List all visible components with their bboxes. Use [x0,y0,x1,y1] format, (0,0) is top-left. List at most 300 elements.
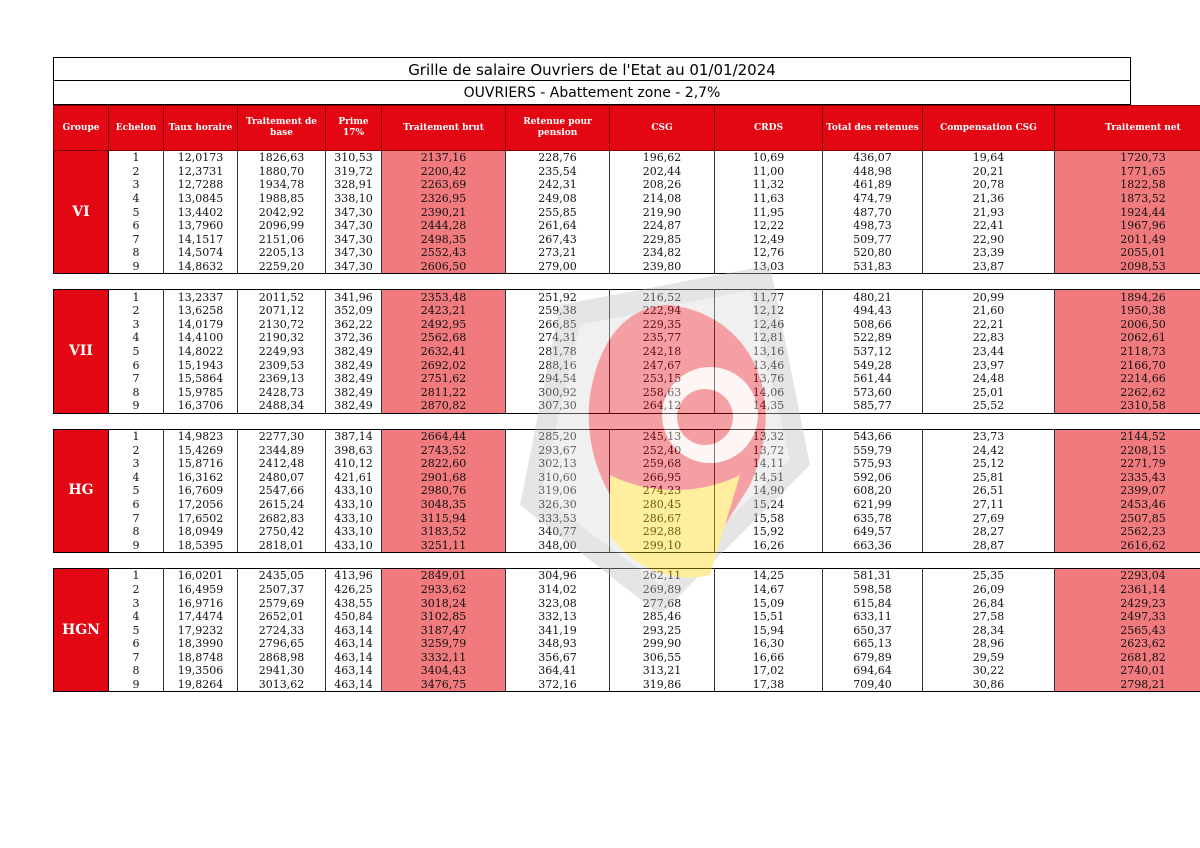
table-cell: 382,49 [326,399,382,413]
table-cell: 27,69 [923,511,1055,525]
table-cell: 2249,93 [238,345,326,359]
table-cell: 2751,62 [382,372,506,386]
table-cell: 13,0845 [164,192,238,206]
table-cell: 251,92 [506,290,610,304]
table-cell: 14,0179 [164,318,238,332]
table-cell: 286,67 [610,511,715,525]
table-cell: 235,54 [506,165,610,179]
table-cell: 508,66 [823,318,923,332]
table-cell: 3259,79 [382,637,506,651]
table-cell: 14,25 [715,569,823,583]
table-cell: 24,42 [923,443,1055,457]
table-cell: 25,52 [923,399,1055,413]
table-row [54,443,1200,457]
table-cell: 448,98 [823,165,923,179]
table-cell: 2743,52 [382,443,506,457]
table-cell: 559,79 [823,443,923,457]
table-cell: 2259,20 [238,260,326,274]
table-cell: 17,6502 [164,511,238,525]
table-cell: 14,51 [715,470,823,484]
table-cell: 14,8632 [164,260,238,274]
table-cell: 520,80 [823,246,923,260]
table-cell: 348,00 [506,538,610,552]
table-cell: 2565,43 [1055,623,1200,637]
table-cell: 665,13 [823,637,923,651]
column-header: Echelon [109,106,164,151]
table-row [54,610,1200,624]
table-cell: 16,9716 [164,596,238,610]
table-cell: 2208,15 [1055,443,1200,457]
table-cell: 4 [109,331,164,345]
table-cell: 28,34 [923,623,1055,637]
table-cell: 16,7609 [164,484,238,498]
table-cell: 26,09 [923,583,1055,597]
salary-table [53,105,1200,692]
table-row [54,331,1200,345]
table-cell: 2429,23 [1055,596,1200,610]
table-cell: 2011,52 [238,290,326,304]
table-cell: 2390,21 [382,205,506,219]
table-cell: 382,49 [326,345,382,359]
table-cell: 293,25 [610,623,715,637]
table-cell: 277,68 [610,596,715,610]
table-cell: 12,7288 [164,178,238,192]
table-cell: 2151,06 [238,233,326,247]
table-cell: 216,52 [610,290,715,304]
table-cell: 5 [109,345,164,359]
table-cell: 319,06 [506,484,610,498]
table-row [54,260,1200,274]
table-cell: 494,43 [823,304,923,318]
table-cell: 5 [109,205,164,219]
table-cell: 2692,02 [382,358,506,372]
table-cell: 12,3731 [164,165,238,179]
table-cell: 2271,79 [1055,457,1200,471]
table-cell: 2507,37 [238,583,326,597]
table-cell: 598,58 [823,583,923,597]
table-cell: 347,30 [326,219,382,233]
table-cell: 16,0201 [164,569,238,583]
table-cell: 12,81 [715,331,823,345]
table-cell: 463,14 [326,637,382,651]
table-cell: 2488,34 [238,399,326,413]
table-cell: 561,44 [823,372,923,386]
table-cell: 436,07 [823,151,923,165]
table-cell: 461,89 [823,178,923,192]
table-cell: 196,62 [610,151,715,165]
table-cell: 14,1517 [164,233,238,247]
table-cell: 1720,73 [1055,151,1200,165]
table-cell: 14,11 [715,457,823,471]
table-cell: 3251,11 [382,538,506,552]
table-cell: 299,90 [610,637,715,651]
table-cell: 255,85 [506,205,610,219]
table-cell: 8 [109,525,164,539]
table-cell: 463,14 [326,651,382,665]
table-cell: 13,2337 [164,290,238,304]
table-cell: 433,10 [326,484,382,498]
table-cell: 15,9785 [164,386,238,400]
table-cell: 537,12 [823,345,923,359]
table-cell: 14,67 [715,583,823,597]
table-row [54,664,1200,678]
table-cell: 340,77 [506,525,610,539]
table-cell: 372,36 [326,331,382,345]
table-cell: 17,02 [715,664,823,678]
table-cell: 347,30 [326,260,382,274]
table-cell: 3476,75 [382,678,506,692]
table-cell: 2353,48 [382,290,506,304]
table-cell: 2277,30 [238,429,326,443]
table-cell: 2492,95 [382,318,506,332]
table-cell: 14,5074 [164,246,238,260]
table-row [54,457,1200,471]
table-cell: 259,38 [506,304,610,318]
table-cell: 14,8022 [164,345,238,359]
table-cell: 2042,92 [238,205,326,219]
table-cell: 2652,01 [238,610,326,624]
table-cell: 245,13 [610,429,715,443]
table-row [54,511,1200,525]
table-cell: 229,35 [610,318,715,332]
table-cell: 2868,98 [238,651,326,665]
table-cell: 3102,85 [382,610,506,624]
table-row [54,637,1200,651]
table-cell: 463,14 [326,623,382,637]
table-cell: 274,31 [506,331,610,345]
table-cell: 6 [109,637,164,651]
table-cell: 269,89 [610,583,715,597]
table-cell: 650,37 [823,623,923,637]
table-cell: 3048,35 [382,498,506,512]
table-cell: 2293,04 [1055,569,1200,583]
table-cell: 23,97 [923,358,1055,372]
group-block-hg [54,429,1200,552]
table-cell: 14,35 [715,399,823,413]
table-cell: 2055,01 [1055,246,1200,260]
table-cell: 3332,11 [382,651,506,665]
table-cell: 362,22 [326,318,382,332]
table-cell: 12,76 [715,246,823,260]
table-cell: 2933,62 [382,583,506,597]
table-cell: 2547,66 [238,484,326,498]
table-row [54,345,1200,359]
table-cell: 2562,68 [382,331,506,345]
table-cell: 300,92 [506,386,610,400]
table-cell: 11,32 [715,178,823,192]
table-row [54,178,1200,192]
table-cell: 2632,41 [382,345,506,359]
table-cell: 4 [109,610,164,624]
page-subtitle: OUVRIERS - Abattement zone - 2,7% [53,81,1131,105]
table-cell: 22,90 [923,233,1055,247]
table-cell: 433,10 [326,538,382,552]
table-cell: 2096,99 [238,219,326,233]
table-cell: 19,3506 [164,664,238,678]
table-cell: 17,38 [715,678,823,692]
table-cell: 2098,53 [1055,260,1200,274]
table-cell: 18,8748 [164,651,238,665]
column-header: Traitement net [1055,106,1200,151]
table-cell: 14,9823 [164,429,238,443]
table-cell: 9 [109,260,164,274]
table-cell: 2 [109,583,164,597]
group-label: VII [54,290,109,413]
table-cell: 3187,47 [382,623,506,637]
table-cell: 9 [109,678,164,692]
table-cell: 24,48 [923,372,1055,386]
table-row [54,429,1200,443]
table-cell: 7 [109,511,164,525]
table-cell: 1 [109,569,164,583]
table-row [54,372,1200,386]
table-cell: 2615,24 [238,498,326,512]
table-cell: 2681,82 [1055,651,1200,665]
table-row [54,678,1200,692]
table-cell: 18,5395 [164,538,238,552]
table-cell: 219,90 [610,205,715,219]
table-row [54,151,1200,165]
table-cell: 9 [109,399,164,413]
table-cell: 23,39 [923,246,1055,260]
table-cell: 16,30 [715,637,823,651]
table-header-row [54,106,1200,151]
table-cell: 543,66 [823,429,923,443]
table-cell: 261,64 [506,219,610,233]
table-cell: 202,44 [610,165,715,179]
table-cell: 11,77 [715,290,823,304]
table-cell: 364,41 [506,664,610,678]
table-cell: 247,67 [610,358,715,372]
table-cell: 8 [109,246,164,260]
table-cell: 463,14 [326,678,382,692]
table-cell: 2062,61 [1055,331,1200,345]
table-cell: 2480,07 [238,470,326,484]
table-row [54,623,1200,637]
table-cell: 621,99 [823,498,923,512]
table-cell: 2309,53 [238,358,326,372]
table-row [54,318,1200,332]
table-cell: 15,58 [715,511,823,525]
table-cell: 323,08 [506,596,610,610]
table-row [54,246,1200,260]
table-cell: 649,57 [823,525,923,539]
table-cell: 299,10 [610,538,715,552]
table-cell: 2740,01 [1055,664,1200,678]
table-cell: 12,12 [715,304,823,318]
table-cell: 5 [109,623,164,637]
table-cell: 1894,26 [1055,290,1200,304]
table-cell: 285,20 [506,429,610,443]
table-cell: 2750,42 [238,525,326,539]
table-cell: 266,95 [610,470,715,484]
table-cell: 242,31 [506,178,610,192]
table-cell: 585,77 [823,399,923,413]
table-cell: 2326,95 [382,192,506,206]
table-cell: 258,63 [610,386,715,400]
table-cell: 347,30 [326,205,382,219]
table-cell: 5 [109,484,164,498]
table-cell: 15,1943 [164,358,238,372]
table-cell: 314,02 [506,583,610,597]
table-cell: 1967,96 [1055,219,1200,233]
table-cell: 279,00 [506,260,610,274]
column-header: Compensation CSG [923,106,1055,151]
table-cell: 2369,13 [238,372,326,386]
table-row [54,651,1200,665]
table-cell: 522,89 [823,331,923,345]
table-cell: 333,53 [506,511,610,525]
table-cell: 347,30 [326,233,382,247]
table-cell: 1 [109,429,164,443]
table-cell: 214,08 [610,192,715,206]
table-cell: 15,51 [715,610,823,624]
column-header: CRDS [715,106,823,151]
table-cell: 2423,21 [382,304,506,318]
table-cell: 319,72 [326,165,382,179]
table-cell: 7 [109,651,164,665]
table-cell: 2901,68 [382,470,506,484]
table-cell: 3018,24 [382,596,506,610]
table-cell: 310,53 [326,151,382,165]
table-cell: 2262,62 [1055,386,1200,400]
table-cell: 3115,94 [382,511,506,525]
table-cell: 2507,85 [1055,511,1200,525]
table-cell: 25,12 [923,457,1055,471]
table-cell: 2205,13 [238,246,326,260]
table-cell: 694,64 [823,664,923,678]
table-cell: 608,20 [823,484,923,498]
table-cell: 2137,16 [382,151,506,165]
table-cell: 2006,50 [1055,318,1200,332]
table-cell: 1880,70 [238,165,326,179]
table-cell: 2071,12 [238,304,326,318]
table-cell: 304,96 [506,569,610,583]
table-cell: 293,67 [506,443,610,457]
table-cell: 310,60 [506,470,610,484]
table-row [54,386,1200,400]
table-cell: 2263,69 [382,178,506,192]
table-cell: 3 [109,596,164,610]
table-cell: 19,64 [923,151,1055,165]
table-cell: 20,78 [923,178,1055,192]
table-cell: 663,36 [823,538,923,552]
table-cell: 17,4474 [164,610,238,624]
table-cell: 2118,73 [1055,345,1200,359]
table-cell: 2497,33 [1055,610,1200,624]
table-cell: 398,63 [326,443,382,457]
table-cell: 635,78 [823,511,923,525]
table-cell: 13,72 [715,443,823,457]
table-cell: 341,19 [506,623,610,637]
table-cell: 26,84 [923,596,1055,610]
table-cell: 15,4269 [164,443,238,457]
table-cell: 2664,44 [382,429,506,443]
table-cell: 16,3162 [164,470,238,484]
table-row [54,399,1200,413]
table-cell: 307,30 [506,399,610,413]
table-cell: 433,10 [326,525,382,539]
table-cell: 267,43 [506,233,610,247]
table-cell: 23,44 [923,345,1055,359]
table-cell: 2200,42 [382,165,506,179]
group-block-vi [54,151,1200,274]
salary-grid-sheet [53,57,1181,692]
table-cell: 2818,01 [238,538,326,552]
column-header: Retenue pour pension [506,106,610,151]
table-row [54,358,1200,372]
table-cell: 274,23 [610,484,715,498]
table-cell: 16,4959 [164,583,238,597]
table-cell: 1988,85 [238,192,326,206]
table-cell: 2498,35 [382,233,506,247]
table-cell: 262,11 [610,569,715,583]
table-cell: 264,12 [610,399,715,413]
table-cell: 7 [109,372,164,386]
table-cell: 413,96 [326,569,382,583]
table-cell: 2579,69 [238,596,326,610]
table-cell: 487,70 [823,205,923,219]
table-cell: 224,87 [610,219,715,233]
table-cell: 509,77 [823,233,923,247]
table-cell: 2144,52 [1055,429,1200,443]
table-cell: 3013,62 [238,678,326,692]
table-cell: 1 [109,290,164,304]
table-cell: 2166,70 [1055,358,1200,372]
table-cell: 372,16 [506,678,610,692]
table-cell: 3 [109,457,164,471]
table-cell: 2444,28 [382,219,506,233]
table-cell: 421,61 [326,470,382,484]
table-cell: 2361,14 [1055,583,1200,597]
table-cell: 21,36 [923,192,1055,206]
table-cell: 15,24 [715,498,823,512]
table-cell: 10,69 [715,151,823,165]
table-cell: 2399,07 [1055,484,1200,498]
table-cell: 382,49 [326,386,382,400]
table-cell: 2130,72 [238,318,326,332]
table-cell: 709,40 [823,678,923,692]
table-row [54,569,1200,583]
column-header: Prime 17% [326,106,382,151]
table-cell: 28,96 [923,637,1055,651]
table-cell: 22,41 [923,219,1055,233]
table-row [54,583,1200,597]
table-cell: 2822,60 [382,457,506,471]
table-row [54,192,1200,206]
table-cell: 352,09 [326,304,382,318]
table-row [54,484,1200,498]
table-cell: 356,67 [506,651,610,665]
table-cell: 2 [109,443,164,457]
table-cell: 2616,62 [1055,538,1200,552]
table-row [54,165,1200,179]
table-cell: 1934,78 [238,178,326,192]
table-cell: 27,58 [923,610,1055,624]
table-cell: 2190,32 [238,331,326,345]
table-cell: 382,49 [326,358,382,372]
table-cell: 341,96 [326,290,382,304]
table-cell: 13,46 [715,358,823,372]
group-spacer [54,274,1200,290]
table-cell: 11,63 [715,192,823,206]
table-cell: 633,11 [823,610,923,624]
table-cell: 433,10 [326,511,382,525]
table-cell: 235,77 [610,331,715,345]
table-cell: 2310,58 [1055,399,1200,413]
table-cell: 592,06 [823,470,923,484]
table-cell: 3 [109,318,164,332]
